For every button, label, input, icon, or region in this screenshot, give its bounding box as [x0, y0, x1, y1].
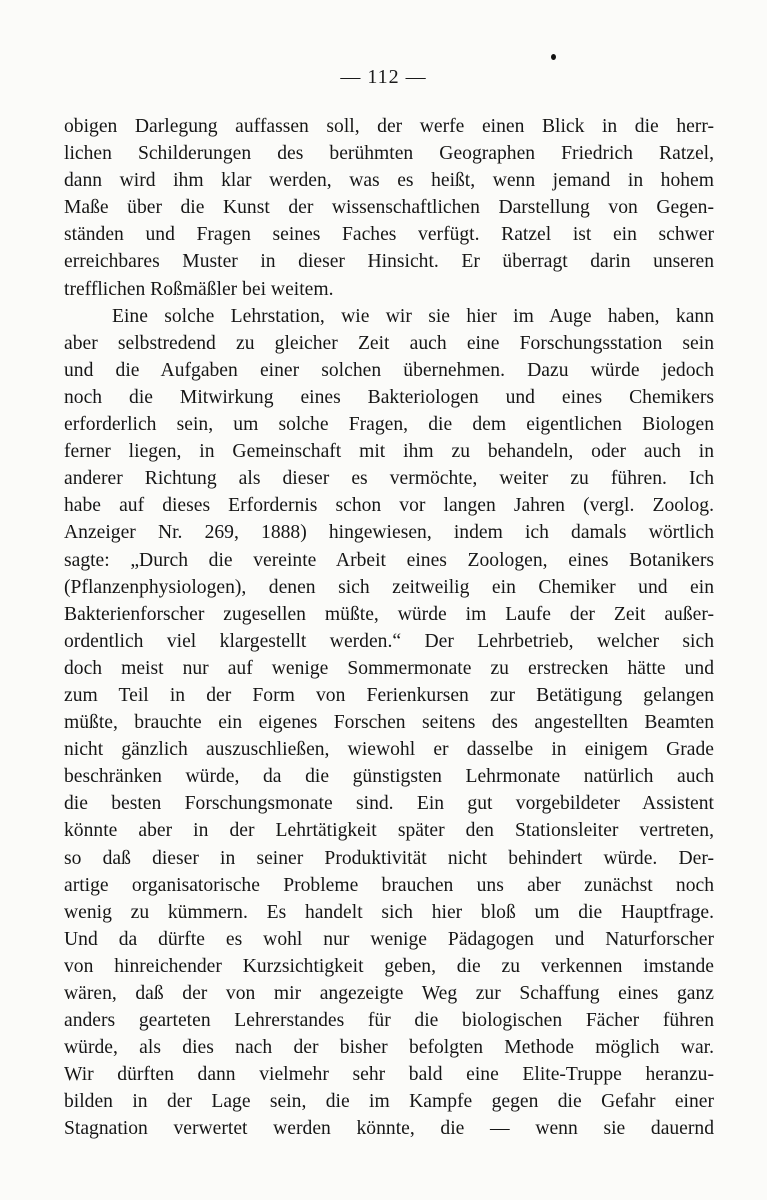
text-line: bilden in der Lage sein, die im Kampfe gegen die Gefahr einer — [64, 1091, 714, 1113]
text-line: so daß dieser in seiner Produktivität nicht behindert würde. Der- — [64, 847, 714, 869]
text-line: erreichbares Muster in dieser Hinsicht. Er überragt darin unseren — [64, 251, 714, 273]
text-line: anders gearteten Lehrerstandes für die biologischen Fächer führen — [64, 1010, 714, 1032]
text-line: noch die Mitwirkung eines Bakteriologen und eines Chemikers — [64, 386, 714, 408]
text-line: habe auf dieses Erfordernis schon vor langen Jahren (vergl. Zoolog. — [64, 495, 714, 517]
text-line: nicht gänzlich auszuschließen, wiewohl er dasselbe in einigem Grade — [64, 739, 714, 761]
text-line: Bakterienforscher zugesellen müßte, würde im Laufe der Zeit außer- — [64, 603, 714, 625]
text-line: könnte aber in der Lehrtätigkeit später den Stationsleiter vertreten, — [64, 820, 714, 842]
text-line: sagte: „Durch die vereinte Arbeit eines Zoologen, eines Botanikers — [64, 549, 714, 571]
text-line: Anzeiger Nr. 269, 1888) hingewiesen, indem ich damals wörtlich — [64, 522, 714, 544]
text-line: die besten Forschungsmonate sind. Ein gut vorgebildeter Assistent — [64, 793, 714, 815]
text-line: Maße über die Kunst der wissenschaftlichen Darstellung von Gegen- — [64, 197, 714, 219]
body-text — [64, 113, 714, 1143]
text-line: obigen Darlegung auffassen soll, der werfe einen Blick in die herr- — [64, 116, 714, 137]
text-line: erforderlich sein, um solche Fragen, die dem eigentlichen Biologen — [64, 414, 714, 436]
text-line: lichen Schilderungen des berühmten Geographen Friedrich Ratzel, — [64, 143, 714, 165]
page-number: — 112 — — [340, 66, 427, 88]
text-line: ständen und Fragen seines Faches verfügt. Ratzel ist ein schwer — [64, 224, 714, 246]
text-line: anderer Richtung als dieser es vermöchte, weiter zu führen. Ich — [64, 468, 714, 490]
text-line: von hinreichender Kurzsichtigkeit geben, die zu verkennen imstande — [64, 955, 714, 977]
text-line: wären, daß der von mir angezeigte Weg zur Schaffung eines ganz — [64, 983, 714, 1004]
text-line: aber selbstredend zu gleicher Zeit auch eine Forschungsstation sein — [64, 332, 714, 354]
text-line: ordentlich viel klargestellt werden.“ Der Lehrbetrieb, welcher sich — [64, 630, 714, 652]
text-line: wenig zu kümmern. Es handelt sich hier bloß um die Hauptfrage. — [64, 901, 714, 923]
text-line: beschränken würde, da die günstigsten Lehrmonate natürlich auch — [64, 766, 714, 788]
text-line: (Pflanzenphysiologen), denen sich zeitweilig ein Chemiker und ein — [64, 576, 714, 598]
ink-speck — [551, 54, 556, 60]
text-line: Eine solche Lehrstation, wie wir sie hier im Auge haben, kann — [112, 305, 714, 327]
text-line: dann wird ihm klar werden, was es heißt, wenn jemand in hohem — [64, 170, 714, 192]
text-line: Wir dürften dann vielmehr sehr bald eine Elite-Truppe heranzu- — [64, 1064, 714, 1086]
text-line: zum Teil in der Form von Ferienkursen zur Betätigung gelangen — [64, 684, 714, 706]
text-line: würde, als dies nach der bisher befolgten Methode möglich war. — [64, 1037, 714, 1059]
text-line: doch meist nur auf wenige Sommermonate zu erstrecken hätte und — [64, 657, 714, 679]
text-line: und die Aufgaben einer solchen übernehmen. Dazu würde jedoch — [64, 359, 714, 381]
text-line: Stagnation verwertet werden könnte, die — wenn sie dauernd — [64, 1118, 714, 1140]
text-line: müßte, brauchte ein eigenes Forschen seitens des angestellten Beamten — [64, 712, 714, 734]
text-line: trefflichen Roßmäßler bei weitem. — [64, 278, 334, 300]
text-line: artige organisatorische Probleme brauchen uns aber zunächst noch — [64, 874, 714, 896]
text-line: Und da dürfte es wohl nur wenige Pädagogen und Naturforscher — [64, 928, 714, 950]
text-line: ferner liegen, in Gemeinschaft mit ihm zu behandeln, oder auch in — [64, 441, 714, 463]
